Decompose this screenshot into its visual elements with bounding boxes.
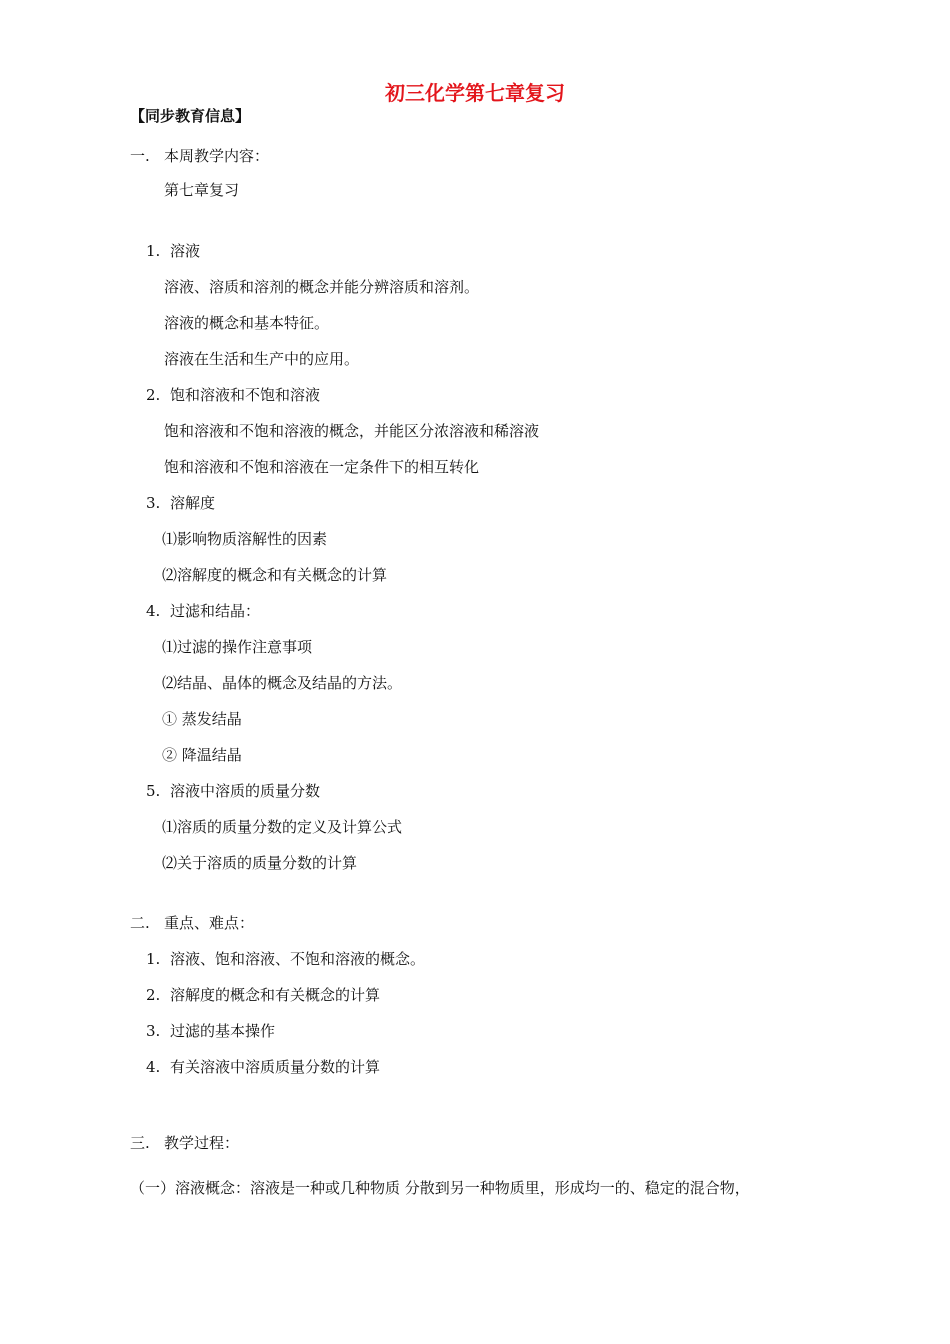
section-3-number: 三. [130, 1134, 150, 1152]
list-item-number: 3. [146, 1022, 161, 1040]
list-item-text: 有关溶液中溶质质量分数的计算 [170, 1058, 381, 1076]
list-item-text: 溶液的概念和基本特征。 [164, 314, 330, 332]
section-2-number: 二. [130, 914, 150, 932]
list-item-text: 溶液、溶质和溶剂的概念并能分辨溶质和溶剂。 [164, 278, 480, 296]
list-item-text: 饱和溶液和不饱和溶液的概念，并能区分浓溶液和稀溶液 [164, 422, 540, 440]
list-item-label: 饱和溶液和不饱和溶液 [170, 386, 321, 404]
list-item-text: 过滤的基本操作 [170, 1022, 276, 1040]
list-item-text: 溶液在生活和生产中的应用。 [164, 350, 360, 368]
list-item-number: 1. [146, 950, 161, 968]
list-item-text: 饱和溶液和不饱和溶液在一定条件下的相互转化 [164, 458, 480, 476]
list-item-number: 2. [146, 386, 161, 404]
list-item-text: 溶液、饱和溶液、不饱和溶液的概念。 [170, 950, 426, 968]
list-item [146, 1057, 380, 1077]
section-1-subtitle: 第七章复习 [164, 181, 240, 199]
list-item-heading [146, 493, 215, 513]
list-item-heading [146, 385, 320, 405]
list-item-label: 溶解度 [170, 494, 216, 512]
list-item-number: 4. [146, 602, 161, 620]
list-item-text: ⑵溶解度的概念和有关概念的计算 [162, 566, 388, 584]
list-item-heading [146, 241, 200, 261]
list-item-text: ⑴过滤的操作注意事项 [162, 638, 313, 656]
list-item-text: ⑵结晶、晶体的概念及结晶的方法。 [162, 674, 403, 692]
list-item-text: 溶解度的概念和有关概念的计算 [170, 986, 381, 1004]
section-2-title: 重点、难点： [164, 914, 255, 932]
section-1-title: 本周教学内容： [164, 147, 270, 165]
section-1-heading [130, 146, 269, 166]
list-item-label: 溶液 [170, 242, 201, 260]
list-item-label: 溶液中溶质的质量分数 [170, 782, 321, 800]
section-1-number: 一. [130, 147, 150, 165]
list-item-text: ⑴溶质的质量分数的定义及计算公式 [162, 818, 403, 836]
list-item-heading [146, 601, 260, 621]
list-item [146, 985, 380, 1005]
document-title: 初三化学第七章复习 [385, 81, 565, 105]
list-item-number: 4. [146, 1058, 161, 1076]
list-item-number: 3. [146, 494, 161, 512]
list-item-number: 2. [146, 986, 161, 1004]
section-header: 【同步教育信息】 [130, 107, 251, 125]
list-item-text: ② 降温结晶 [162, 746, 242, 764]
list-item-label: 过滤和结晶： [170, 602, 261, 620]
list-item-number: 5. [146, 782, 161, 800]
section-2-heading [130, 913, 254, 933]
list-item-number: 1. [146, 242, 161, 260]
list-item-text: ⑴影响物质溶解性的因素 [162, 530, 328, 548]
list-item-text: ① 蒸发结晶 [162, 710, 242, 728]
list-item-text: ⑵关于溶质的质量分数的计算 [162, 854, 358, 872]
list-item [146, 1021, 275, 1041]
paragraph: （一）溶液概念：溶液是一种或几种物质 分散到另一种物质里，形成均一的、稳定的混合物， [130, 1179, 750, 1197]
section-3-heading [130, 1133, 239, 1153]
section-3-title: 教学过程： [164, 1134, 240, 1152]
list-item [146, 949, 425, 969]
list-item-heading [146, 781, 320, 801]
